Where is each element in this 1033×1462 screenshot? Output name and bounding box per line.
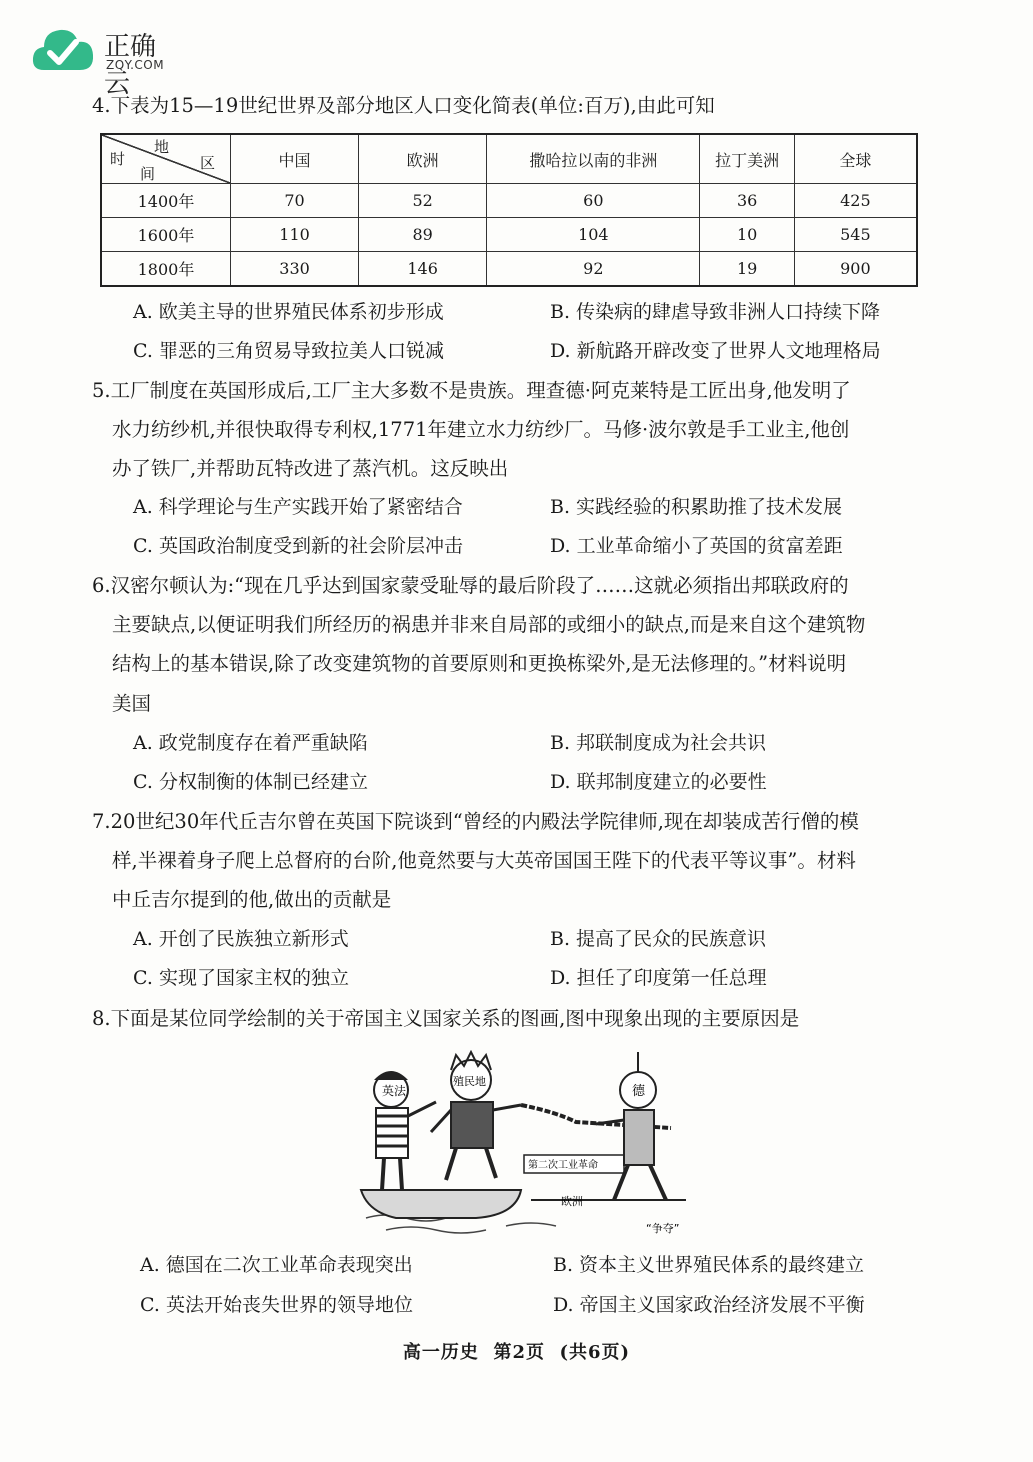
column-header: 撒哈拉以南的非洲 — [487, 134, 700, 184]
table-row — [101, 184, 917, 218]
q6-option-d: D. 联邦制度建立的必要性 — [550, 771, 767, 793]
label-germany: 德 — [632, 1084, 646, 1099]
corner-label: 地 — [154, 138, 170, 156]
table-row — [101, 252, 917, 287]
q5-option-d: D. 工业革命缩小了英国的贫富差距 — [550, 535, 843, 557]
column-header: 中国 — [231, 134, 359, 184]
q7-stem-line: 中丘吉尔提到的他,做出的贡献是 — [112, 888, 392, 911]
page-footer: 高一历史 第2页 (共6页) — [402, 1342, 631, 1363]
q4-option-c: C. 罪恶的三角贸易导致拉美人口锐减 — [133, 340, 444, 362]
table-cell: 104 — [487, 218, 700, 252]
table-row — [101, 218, 917, 252]
table-cell: 52 — [359, 184, 487, 218]
q6-option-c: C. 分权制衡的体制已经建立 — [133, 771, 368, 793]
q6-stem-line: 6.汉密尔顿认为:“现在几乎达到国家蒙受耻辱的最后阶段了……这就必须指出邦联政府的 — [92, 574, 849, 597]
q7-stem-line: 7.20世纪30年代丘吉尔曾在英国下院谈到“曾经的内殿法学院律师,现在却装成苦行僧的模 — [92, 810, 859, 833]
table-cell: 89 — [359, 218, 487, 252]
row-year: 1400年 — [101, 184, 231, 218]
q5-stem-line: 5.工厂制度在英国形成后,工厂主大多数不是贵族。理查德·阿克莱特是工匠出身,他发明了 — [92, 379, 851, 402]
table-cell: 425 — [794, 184, 917, 218]
q6-stem-line: 美国 — [112, 692, 152, 715]
population-table — [100, 133, 918, 287]
q7-option-c: C. 实现了国家主权的独立 — [133, 967, 349, 989]
brand-logo — [30, 22, 180, 99]
q8-option-a: A. 德国在二次工业革命表现突出 — [140, 1254, 413, 1276]
q7-option-a: A. 开创了民族独立新形式 — [133, 928, 349, 950]
label-revolution: 第二次工业革命 — [528, 1160, 598, 1171]
table-cell: 70 — [231, 184, 359, 218]
q6-stem-line: 结构上的基本错误,除了改变建筑物的首要原则和更换栋梁外,是无法修理的。”材料说明 — [112, 652, 847, 675]
table-cell: 545 — [794, 218, 917, 252]
q4-stem: 4.下表为15—19世纪世界及部分地区人口变化简表(单位:百万),由此可知 — [92, 94, 715, 117]
corner-label: 时 — [110, 150, 126, 168]
q7-option-d: D. 担任了印度第一任总理 — [550, 967, 767, 989]
q5-option-c: C. 英国政治制度受到新的社会阶层冲击 — [133, 535, 463, 557]
table-header-row — [101, 134, 917, 184]
label-britain-france: 英法 — [382, 1084, 407, 1098]
table-cell: 19 — [700, 252, 794, 287]
cartoon-caption: “争夺” — [646, 1222, 680, 1235]
q4-option-b: B. 传染病的肆虐导致非洲人口持续下降 — [550, 301, 881, 323]
table-cell: 900 — [794, 252, 917, 287]
imperialism-cartoon — [356, 1050, 696, 1240]
q6-option-a: A. 政党制度存在着严重缺陷 — [133, 732, 368, 754]
table-cell: 330 — [231, 252, 359, 287]
q6-option-b: B. 邦联制度成为社会共识 — [550, 732, 767, 754]
brand-domain: ZQY.COM — [106, 58, 165, 72]
q6-stem-line: 主要缺点,以便证明我们所经历的祸患并非来自局部的或细小的缺点,而是来自这个建筑物 — [112, 613, 866, 636]
q5-stem-line: 水力纺纱机,并很快取得专利权,1771年建立水力纺纱厂。马修·波尔敦是手工业主,他创 — [112, 418, 850, 441]
table-cell: 92 — [487, 252, 700, 287]
label-colonies: 殖民地 — [453, 1075, 486, 1088]
boat — [361, 1190, 521, 1218]
column-header: 欧洲 — [359, 134, 487, 184]
label-europe: 欧洲 — [561, 1195, 583, 1208]
brand-name: 正确云 — [104, 32, 157, 99]
q7-option-b: B. 提高了民众的民族意识 — [550, 928, 767, 950]
q5-option-a: A. 科学理论与生产实践开始了紧密结合 — [133, 496, 463, 518]
q7-stem-line: 样,半裸着身子爬上总督府的台阶,他竟然要与大英帝国国王陛下的代表平等议事”。材料 — [112, 849, 856, 872]
q8-option-d: D. 帝国主义国家政治经济发展不平衡 — [553, 1294, 865, 1316]
corner-label: 区 — [200, 154, 216, 172]
q5-option-b: B. 实践经验的积累助推了技术发展 — [550, 496, 843, 518]
column-header: 全球 — [794, 134, 917, 184]
column-header: 拉丁美洲 — [700, 134, 794, 184]
table-cell: 10 — [700, 218, 794, 252]
row-year: 1600年 — [101, 218, 231, 252]
table-cell: 110 — [231, 218, 359, 252]
row-year: 1800年 — [101, 252, 231, 287]
q4-option-a: A. 欧美主导的世界殖民体系初步形成 — [133, 301, 444, 323]
q8-option-b: B. 资本主义世界殖民体系的最终建立 — [553, 1254, 865, 1276]
cloud-check-icon — [30, 22, 96, 78]
corner-label: 间 — [140, 165, 156, 183]
colony-figure — [431, 1052, 521, 1180]
q8-stem: 8.下面是某位同学绘制的关于帝国主义国家关系的图画,图中现象出现的主要原因是 — [92, 1007, 800, 1030]
q8-option-c: C. 英法开始丧失世界的领导地位 — [140, 1294, 413, 1316]
table-corner-cell — [101, 134, 231, 184]
table-cell: 36 — [700, 184, 794, 218]
table-cell: 146 — [359, 252, 487, 287]
q4-option-d: D. 新航路开辟改变了世界人文地理格局 — [550, 340, 881, 362]
table-cell: 60 — [487, 184, 700, 218]
q5-stem-line: 办了铁厂,并帮助瓦特改进了蒸汽机。这反映出 — [112, 457, 509, 480]
